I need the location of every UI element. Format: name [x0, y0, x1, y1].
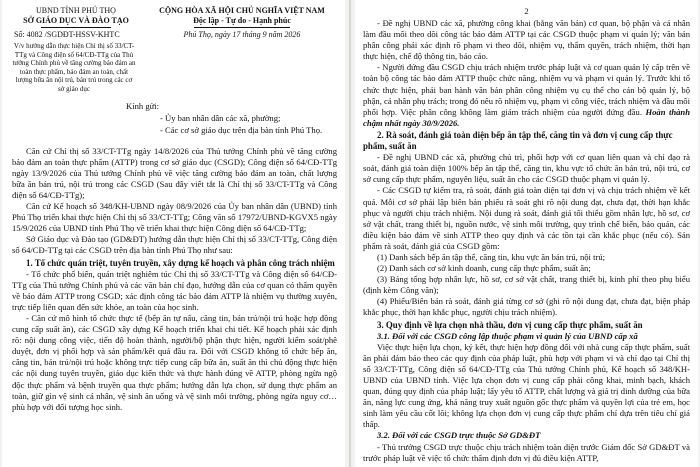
document-number: Số: 4082 /SGDĐT-HSSV-KHTC: [14, 30, 120, 39]
section-heading: 1. Tổ chức quán triệt, tuyên truyền, xây dựng kế hoạch và phân công trách nhiệm: [26, 257, 335, 268]
list-item: (2) Danh sách cơ sở kinh doanh, cung cấp thực phẩm, suất ăn;: [377, 263, 591, 274]
motto-underline: [194, 27, 290, 28]
paragraph: - Đề nghị UBND các xã, phường công khai (bằng văn bản) cơ quan, bộ phận và cá nhân làm đầu mối theo dõi công tác bảo đảm ATTP tại các CSGD thuộc phạm vi quản lý; văn bản phân công phải xác định rõ phạm vi theo dõi, nhiệm vụ, thẩm quyền, trách nhiệm, thời hạn thực hiện, chế độ thông tin, báo cáo.: [363, 18, 690, 62]
paragraph: - Thủ trưởng CSGD trực thuộc chịu trách nhiệm toàn diện trước Giám đốc Sở GD&ĐT và trước pháp luật về việc tổ chức thẩm định đơn vị đủ điều kiện ATTP,: [363, 441, 690, 463]
recipients-block: [110, 101, 337, 136]
page-gap: [349, 0, 351, 467]
deadline-note: Hoàn thành chậm nhất ngày 30/9/2026.: [363, 106, 690, 128]
list-item: (4) Phiếu/Biên bản rà soát, đánh giá từng cơ sở (ghi rõ nội dung đạt, chưa đạt, biện pháp khắc phục, thời hạn khắc phục, người chịu trách nhiệm).: [363, 296, 690, 318]
list-item: (1) Danh sách bếp ăn tập thể, căng tin, khu vực ăn bán trú, nội trú;: [377, 251, 606, 262]
document-page-2: [355, 0, 698, 467]
section-heading: 2. Rà soát, đánh giá toàn diện bếp ăn tập thể, căng tin và đơn vị cung cấp thực phẩm, suất ăn: [363, 129, 673, 152]
issuer-parent: UBND TỈNH PHÚ THỌ: [36, 6, 116, 15]
document-body: [12, 146, 337, 413]
issuer-name: SỞ GIÁO DỤC VÀ ĐÀO TẠO: [23, 16, 129, 25]
document-subject: V/v hướng dẫn thực hiện Chỉ thị số 33/CT-TTg và Công điện số 64/CĐ-TTg của Thủ tướng Chính phủ về tăng cường bảo đảm an toàn thực phẩm, bảo đảm an toàn, chất lượng bữa ăn nội trú, bán trú trong các cơ sở giáo dục: [12, 42, 136, 93]
paragraph: - Đề nghị UBND các xã, phường chủ trì, phối hợp với cơ quan liên quan và chỉ đạo rà soát, đánh giá toàn diện 100% bếp ăn tập thể, căng tin, khu vực tổ chức ăn bán trú, nội trú, cơ sở cung cấp thực phẩm, nguyên liệu, suất ăn cho các CSGD thuộc phạm vi quản lý.: [363, 152, 690, 185]
paragraph: Việc thực hiện lựa chọn, ký kết, thực hiện hợp đồng đối với nhà cung cấp thực phẩm, suất ăn phải đảm bảo theo các quy định của pháp luật, phù hợp với phạm vi và chỉ đạo tại Chỉ thị số 33/CT-TTg, Công điện số 64/CĐ-TTg của Thủ tướng Chính phủ, Kế hoạch số 348/KH-UBND của UBND tỉnh. Việc lựa chọn đơn vị cung cấp phải công khai, minh bạch, khách quan, đúng quy định của pháp luật; lấy yêu tố ATTP, chất lượng và giá trị dinh dưỡng của bữa ăn, năng lực cung ứng, khả năng truy xuất nguồn gốc thực phẩm và quyền lợi của trẻ em, học sinh làm yêu cầu cốt lõi; không lựa chọn đơn vị cung cấp thực phẩm chỉ dựa trên tiêu chí giá thấp.: [363, 341, 690, 430]
paragraph: Sở Giáo dục và Đào tạo (GD&ĐT) hướng dẫn thực hiện Chỉ thị số 33/CT-TTg, Công điện số 64/CĐ-TTg tại các CSGD trên địa bàn tỉnh Phú Thọ như sau:: [12, 234, 337, 256]
number-date-row: [12, 30, 337, 40]
document-header: [12, 6, 337, 28]
section-heading: 3. Quy định về lựa chọn nhà thầu, đơn vị cung cấp thực phẩm, suất ăn: [377, 319, 643, 330]
document-date: Phú Thọ, ngày 17 tháng 9 năm 2026: [183, 30, 301, 39]
paragraph-text: - Người đứng đầu CSGD chịu trách nhiệm trước pháp luật và cơ quan quản lý cấp trên về toàn bộ công tác bảo đảm ATTP thuộc chức năng, nhiệm vụ và phạm vi quản lý. Trước khi tổ chức thực hiện, phải ban hành văn bản phân công nhiệm vụ cụ thể cho cán bộ quản lý, bộ phận, cá nhân phụ trách; trong đó nêu rõ nhiệm vụ, phạm vi công việc, trách nhiệm và đầu mối phối hợp. Việc phân công không làm giảm trách nhiệm của người đứng đầu.: [363, 62, 690, 117]
paragraph: - Các CSGD tự kiểm tra, rà soát, đánh giá toàn diện tại đơn vị và chịu trách nhiệm về kết quả. Mỗi cơ sở phải lập biên bản phiếu rà soát ghi rõ nội dung đạt, chưa đạt, thời hạn khắc phục và người chịu trách nhiệm. Nội dung rà soát, đánh giá tối thiểu gồm nhân lực, hồ sơ, cơ sở vật chất, trang thiết bị, nguồn nước, vệ sinh môi trường, quy trình chế biến, bảo quản, các điều kiện bảo đảm về sinh ATTP theo quy định và các tồn tại cần khắc phục (nếu có). Sản phẩm rà soát, đánh giá của CSGD gồm:: [363, 185, 690, 251]
paragraph: - Căn cứ mô hình tổ chức thực tế (bếp ăn tự nấu, căng tin, bán trú/nội trú hoặc hợp đồng cung cấp suất ăn), các CSGD xây dựng Kế hoạch triển khai chi tiết. Kế hoạch phải xác định rõ: nội dung công việc, tiến độ hoàn thành, người/bộ phận thực hiện, người kiểm soát/phê duyệt, đơn vị phối hợp và sản phẩm/kết quả đầu ra. Đối với CSGD không tổ chức bếp ăn, căng tin, bán trú/nội trú hoặc không trực tiếp cung cấp bữa ăn, suất ăn thì chủ động thực hiện các nội dung tuyên truyền, giáo dục kiến thức và thực hành đúng về ATTP, phòng ngừa ngộ độc thực phẩm và bệnh truyền qua thực phẩm; hướng dẫn lựa chọn, sử dụng thực phẩm an toàn, giữ gìn vệ sinh cá nhân, vệ sinh ăn uống và vệ sinh môi trường, phòng ngừa nguy cơ…phù hợp với đối tượng học sinh.: [12, 312, 337, 412]
issuer-underline: [41, 27, 111, 28]
issuer-block: [12, 6, 140, 28]
recipient-line: - Ủy ban nhân dân các xã, phường;: [160, 112, 281, 123]
recipients-label: Kính gửi:: [126, 100, 160, 111]
list-item: (3) Bảng tổng hợp nhân lực, hồ sơ, cơ sở vật chất, trang thiết bị, kinh phí theo phụ biểu (định kèm Công văn);: [363, 274, 690, 296]
subsection-heading: 3.2. Đối với các CSGD trực thuộc Sở GD&ĐT: [377, 430, 541, 441]
document-page-1: [2, 0, 345, 467]
paragraph: [363, 62, 690, 129]
national-title: CỘNG HÒA XÃ HỘI CHỦ NGHĨA VIỆT NAM: [159, 6, 325, 15]
recipient-line: - Các cơ sở giáo dục trên địa bàn tỉnh Phú Thọ.: [160, 124, 323, 135]
national-motto-block: [147, 6, 337, 28]
national-motto: Độc lập - Tự do - Hạnh phúc: [193, 16, 291, 25]
page-number: 2: [524, 6, 529, 16]
paragraph: Căn cứ Kế hoạch số 348/KH-UBND ngày 08/9/2026 của Ủy ban nhân dân (UBND) tỉnh Phú Thọ triển khai thực hiện Chỉ thị số 33/CT-TTg; Công văn số 17972/UBND-KGVX5 ngày 15/9/2026 của UBND tỉnh Phú Thọ về triển khai thực hiện Công điện số 64/CĐ-TTg;: [12, 201, 337, 234]
subsection-heading: 3.1. Đối với các CSGD công lập thuộc phạm vi quản lý của UBND cấp xã: [377, 330, 638, 341]
paragraph: Căn cứ Chỉ thị số 33/CT-TTg ngày 14/8/2026 của Thủ tướng Chính phủ về tăng cường bảo đảm an toàn thực phẩm (ATTP) trong cơ sở giáo dục (CSGD); Công điện số 64/CĐ-TTg ngày 13/9/2026 của Thủ tướng Chính phủ về việc tăng cường bảo đảm an toàn, chất lượng bữa ăn bán trú, nội trú trong các CSGD (Sau đây viết tắt là Chỉ thị số 33/CT-TTg và Công điện số 64/CĐ-TTg);: [12, 145, 337, 200]
paragraph: - Tổ chức phổ biến, quán triệt nghiêm túc Chỉ thị số 33/CT-TTg và Công điện số 64/CĐ-TTg của Thủ tướng Chính phủ và các văn bản chỉ đạo, hướng dẫn của cơ quan có thẩm quyền về bảo đảm ATTP trong CSGD; xác định công tác bảo đảm ATTP là nhiệm vụ thường xuyên, trực tiếp liên quan đến sức khỏe, an toàn của học sinh.: [12, 268, 337, 312]
